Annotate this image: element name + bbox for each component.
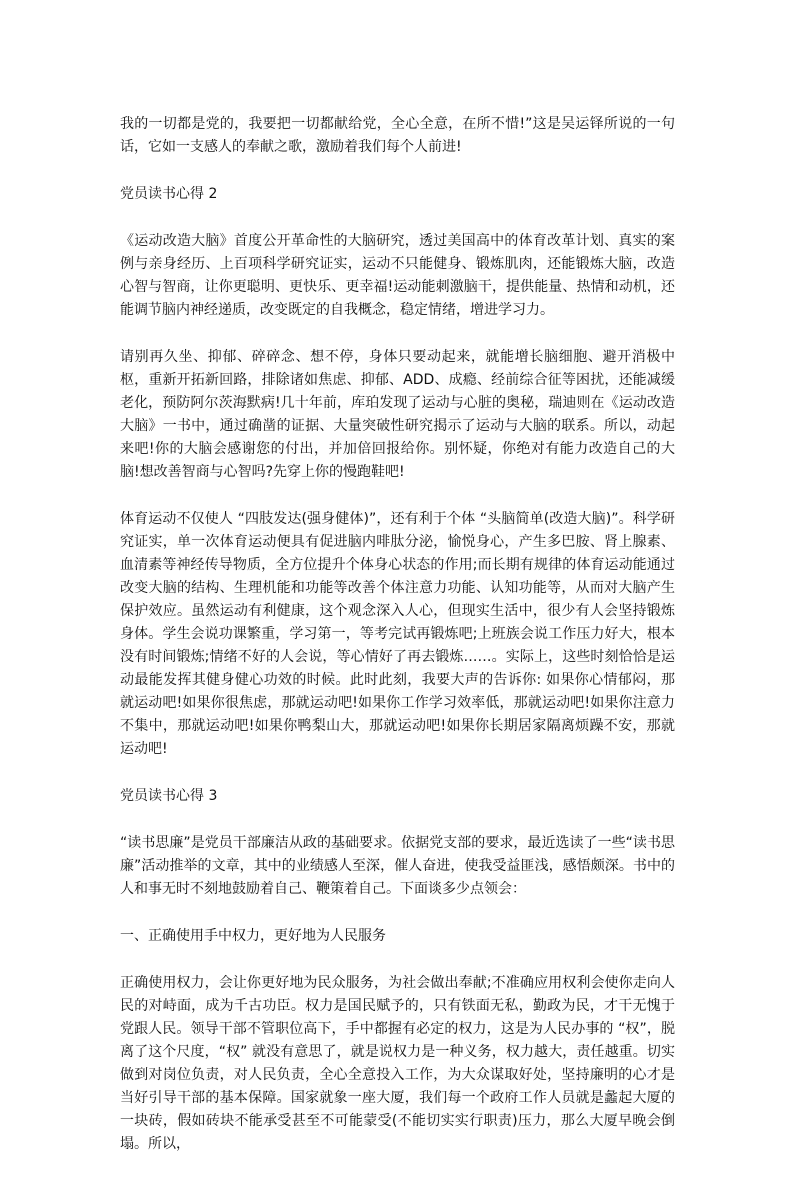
paragraph-use-power: 正确使用权力，会让你更好地为民众服务，为社会做出奉献;不准确应用权利会使你走向人民的对峙面，成为千古功臣。权力是国民赋予的，只有铁面无私，勤政为民，才干无愧于党跟人民。领导干部不管职位高下，手中都握有必定的权力，这是为人民办事的 “权”，脱离了这个尺度，“权” 就没有意思了，就是说权力是一种义务，权力越大，责任越重。切实做到对岗位负责，对人民负责，全心全意投入工作，为大众谋取好处，坚持廉明的心才是当好引导干部的基本保障。国家就象一座大厦，我们每一个政府工作人员就是蠡起大厦的一块砖，假如砖块不能承受甚至不可能蒙受(不能切实实行职责)压力，那么大厦早晚会倒塌。所以， (120, 975, 675, 1152)
subheading-use-power-correctly: 一、正确使用手中权力，更好地为人民服务 (120, 928, 386, 944)
paragraph-get-moving: 请别再久坐、抑郁、碎碎念、想不停，身体只要动起来，就能增长脑细胞、避开消极中枢，重新开拓新回路，排除诸如焦虑、抑郁、ADD、成瘾、经前综合征等困扰，还能减缓老化，预防阿尔茨海默病!几十年前，库珀发现了运动与心脏的奥秘，瑞迪则在《运动改造大脑》一书中，通过确凿的证据、大量突破性研究揭示了运动与大脑的联系。所以，动起来吧!你的大脑会感谢您的付出，并加倍回报给你。别怀疑，你绝对有能力改造自己的大脑!想改善智商与心智吗?先穿上你的慢跑鞋吧! (120, 349, 675, 480)
section-heading-reading-notes-2: 党员读书心得 2 (120, 186, 218, 202)
paragraph-intro-quote: 我的一切都是党的，我要把一切都献给党，全心全意，在所不惜!”这是吴运铎所说的一句话，它如一支感人的奉献之歌，激励着我们每个人前进! (120, 116, 675, 155)
document-body (120, 113, 675, 1180)
paragraph-reading-integrity: “读书思廉”是党员干部廉洁从政的基础要求。依据党支部的要求，最近选读了一些“读书思廉”活动推举的文章，其中的业绩感人至深，催人奋进，使我受益匪浅，感悟颇深。书中的人和事无时不刻地鼓励着自己、鞭策着自己。下面谈多少点领会： (120, 835, 675, 897)
paragraph-exercise-book: 《运动改造大脑》首度公开革命性的大脑研究，透过美国高中的体育改革计划、真实的案例与亲身经历、上百项科学研究证实，运动不只能健身、锻炼肌肉，还能锻炼大脑，改造心智与智商，让你更聪明、更快乐、更幸福!运动能刺激脑干，提供能量、热情和动机，还能调节脑内神经递质，改变既定的自我概念，稳定情绪，增进学习力。 (120, 233, 675, 318)
paragraph-sports-benefits: 体育运动不仅使人 “四肢发达(强身健体)”，还有利于个体 “头脑简单(改造大脑)”。科学研究证实，单一次体育运动便具有促进脑内啡肽分泌，愉悦身心，产生多巴胺、肾上腺素、血清素等神经传导物质，全方位提升个体身心状态的作用;而长期有规律的体育运动能通过改变大脑的结构、生理机能和功能等改善个体注意力功能、认知功能等，从而对大脑产生保护效应。虽然运动有利健康，这个观念深入人心，但现实生活中，很少有人会坚持锻炼身体。学生会说功课繁重，学习第一，等考完试再锻炼吧;上班族会说工作压力好大，根本没有时间锻炼;情绪不好的人会说，等心情好了再去锻炼……。实际上，这些时刻恰恰是运动最能发挥其健身健心功效的时候。此时此刻，我要大声的告诉你: 如果你心情郁闷，那就运动吧!如果你很焦虑，那就运动吧!如果你工作学习效率低，那就运动吧!如果你注意力不集中，那就运动吧!如果你鸭梨山大，那就运动吧!如果你长期居家隔离烦躁不安，那就运动吧! (120, 511, 675, 757)
section-heading-reading-notes-3: 党员读书心得 3 (120, 788, 218, 804)
